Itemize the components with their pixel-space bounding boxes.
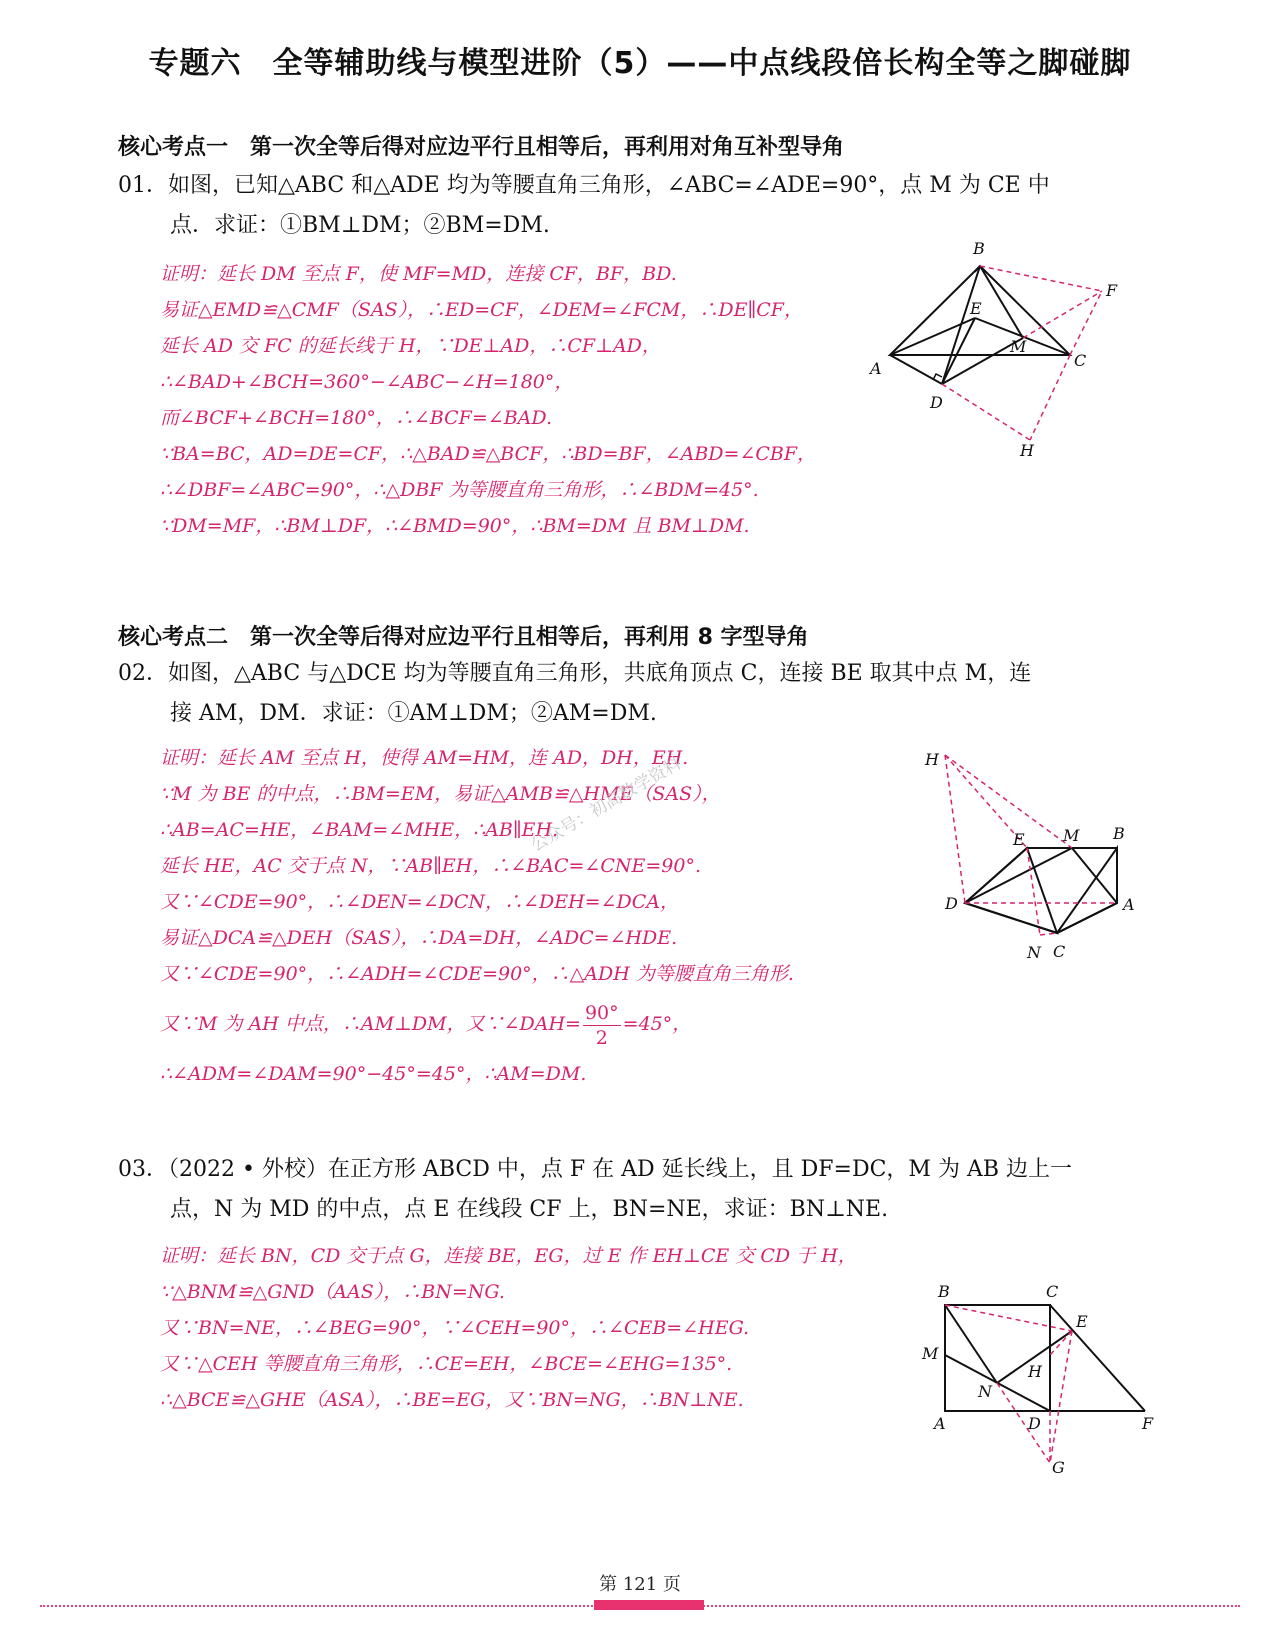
- proof-02-line: 又∵∠CDE=90°，∴∠ADH=∠CDE=90°，∴△ADH 为等腰直角三角形.: [160, 963, 794, 985]
- segment-hd: [945, 755, 965, 903]
- segment-ca: [1057, 903, 1117, 933]
- proof-03-line: ∵△BNM≌△GND（AAS），∴BN=NG.: [160, 1281, 505, 1303]
- proof-02-line: 易证△DCA≌△DEH（SAS），∴DA=DH，∠ADC=∠HDE.: [160, 927, 678, 949]
- proof-01: [160, 256, 816, 544]
- proof-01-line: ∵DM=MF，∴BM⊥DF，∴∠BMD=90°，∴BM=DM 且 BM⊥DM.: [160, 515, 750, 537]
- problem-01-line1: 01．如图，已知△ABC 和△ADE 均为等腰直角三角形，∠ABC=∠ADE=90°，点 M 为 CE 中: [118, 173, 1050, 198]
- proof-01-line: 延长 AD 交 FC 的延长线于 H，∵DE⊥AD，∴CF⊥AD，: [160, 335, 661, 357]
- segment-dh: [942, 384, 1030, 440]
- proof-02-line: ∴∠ADM=∠DAM=90°−45°=45°，∴AM=DM.: [160, 1063, 587, 1085]
- proof-03-line: 证明：延长 BN，CD 交于点 G，连接 BE，EG，过 E 作 EH⊥CE 交 CD 于 H，: [160, 1245, 857, 1267]
- label-h: H: [1028, 1362, 1042, 1381]
- proof-01-line: ∴∠BAD+∠BCH=360°−∠ABC−∠H=180°，: [160, 371, 574, 393]
- segment-bn: [945, 1305, 997, 1383]
- page-title: 专题六 全等辅助线与模型进阶（5）——中点线段倍长构全等之脚碰脚: [148, 46, 1132, 81]
- problem-02-line1: 02．如图，△ABC 与△DCE 均为等腰直角三角形，共底角顶点 C，连接 BE 取其中点 M，连: [118, 661, 1032, 686]
- problem-01: [118, 166, 1050, 246]
- problem-03-line2: 点，N 为 MD 的中点，点 E 在线段 CF 上，BN=NE，求证：BN⊥NE.: [170, 1197, 889, 1222]
- problem-02: [118, 654, 1031, 734]
- proof-02-line: 延长 HE，AC 交于点 N，∵AB∥EH，∴∠BAC=∠CNE=90°.: [160, 855, 701, 877]
- fraction-prefix: 又∵M 为 AH 中点，∴AM⊥DM，又∵∠DAH=: [160, 1013, 581, 1035]
- proof-01-line: 易证△EMD≌△CMF（SAS），∴ED=CF，∠DEM=∠FCM，∴DE∥CF，: [160, 299, 803, 321]
- proof-02: [160, 740, 794, 1092]
- figure-03: [920, 1282, 1180, 1477]
- label-m: M: [1010, 337, 1027, 356]
- proof-02-line: ∵M 为 BE 的中点，∴BM=EM，易证△AMB≌△HME（SAS），: [160, 783, 721, 805]
- segment-en: [1027, 848, 1040, 935]
- label-b: B: [938, 1282, 950, 1301]
- segment-hm: [945, 755, 1072, 848]
- segment-nc: [1040, 933, 1057, 935]
- fraction-suffix: =45°，: [622, 1013, 692, 1035]
- label-a: A: [870, 359, 882, 378]
- proof-01-line: ∴∠DBF=∠ABC=90°，∴△DBF 为等腰直角三角形，∴∠BDM=45°.: [160, 479, 759, 501]
- label-c: C: [1053, 942, 1066, 961]
- fraction: [583, 1001, 621, 1050]
- label-n: N: [978, 1382, 992, 1401]
- proof-02-line: 又∵∠CDE=90°，∴∠DEN=∠DCN，∴∠DEH=∠DCA，: [160, 891, 679, 913]
- section1-heading: 核心考点一 第一次全等后得对应边平行且相等后，再利用对角互补型导角: [118, 135, 845, 160]
- label-e: E: [1013, 830, 1025, 849]
- label-c: C: [1046, 1282, 1059, 1301]
- label-h: H: [925, 750, 939, 769]
- label-b: B: [1113, 824, 1125, 843]
- proof-02-line: 证明：延长 AM 至点 H，使得 AM=HM，连 AD，DH，EH.: [160, 747, 689, 769]
- watermark-text: 公众号：初高数学资料: [527, 753, 685, 856]
- segment-dc: [965, 903, 1057, 933]
- label-a: A: [1123, 895, 1135, 914]
- label-d: D: [945, 894, 958, 913]
- label-m: M: [1063, 826, 1080, 845]
- proof-03-line: 又∵BN=NE，∴∠BEG=90°，∵∠CEH=90°，∴∠CEB=∠HEG.: [160, 1317, 750, 1339]
- label-f: F: [1106, 281, 1118, 300]
- page-number: 第 121 页: [599, 1574, 681, 1595]
- proof-03: [160, 1238, 857, 1418]
- segment-ch: [1030, 355, 1070, 440]
- proof-01-line: 而∠BCF+∠BCH=180°，∴∠BCF=∠BAD.: [160, 407, 552, 429]
- problem-02-line2: 接 AM，DM．求证：①AM⊥DM；②AM=DM.: [170, 701, 657, 726]
- footer-accent-bar: [594, 1600, 704, 1610]
- segment-ad: [890, 355, 942, 384]
- segment-ng: [997, 1383, 1050, 1463]
- label-d: D: [930, 393, 943, 412]
- segment-bf: [980, 266, 1102, 291]
- problem-01-line2: 点．求证：①BM⊥DM；②BM=DM.: [170, 213, 550, 238]
- label-e: E: [1076, 1312, 1088, 1331]
- label-a: A: [934, 1414, 946, 1433]
- label-m: M: [922, 1344, 939, 1363]
- proof-03-line: 又∵△CEH 等腰直角三角形，∴CE=EH，∠BCE=∠EHG=135°.: [160, 1353, 733, 1375]
- proof-03-line: ∴△BCE≌△GHE（ASA），∴BE=EG，又∵BN=NG，∴BN⊥NE.: [160, 1389, 744, 1411]
- section2-heading: 核心考点二 第一次全等后得对应边平行且相等后，再利用 8 字型导角: [118, 625, 809, 650]
- proof-01-line: 证明：延长 DM 至点 F，使 MF=MD，连接 CF，BF，BD.: [160, 263, 677, 285]
- figure-01: [870, 238, 1130, 478]
- segment-cf: [1050, 1305, 1145, 1411]
- label-h: H: [1020, 441, 1034, 460]
- proof-01-line: ∵BA=BC，AD=DE=CF，∴△BAD≌△BCF，∴BD=BF，∠ABD=∠CBF，: [160, 443, 817, 465]
- problem-03-line1: 03．（2022 • 外校）在正方形 ABCD 中，点 F 在 AD 延长线上，且 DF=DC，M 为 AB 边上一: [118, 1157, 1072, 1182]
- figure-02: [925, 750, 1145, 985]
- problem-03: [118, 1150, 1072, 1230]
- label-c: C: [1074, 351, 1087, 370]
- label-n: N: [1027, 943, 1041, 962]
- label-b: B: [973, 239, 985, 258]
- label-e: E: [970, 299, 982, 318]
- label-g: G: [1052, 1458, 1065, 1477]
- fraction-numerator: 90°: [584, 1001, 619, 1024]
- triangle-dce: [965, 848, 1057, 933]
- fraction-denominator: 2: [595, 1026, 608, 1049]
- proof-02-line: ∴AB=AC=HE，∠BAM=∠MHE，∴AB∥EH.: [160, 819, 559, 841]
- label-f: F: [1142, 1414, 1154, 1433]
- label-d: D: [1028, 1414, 1041, 1433]
- proof-02-fraction-line: [160, 992, 794, 1056]
